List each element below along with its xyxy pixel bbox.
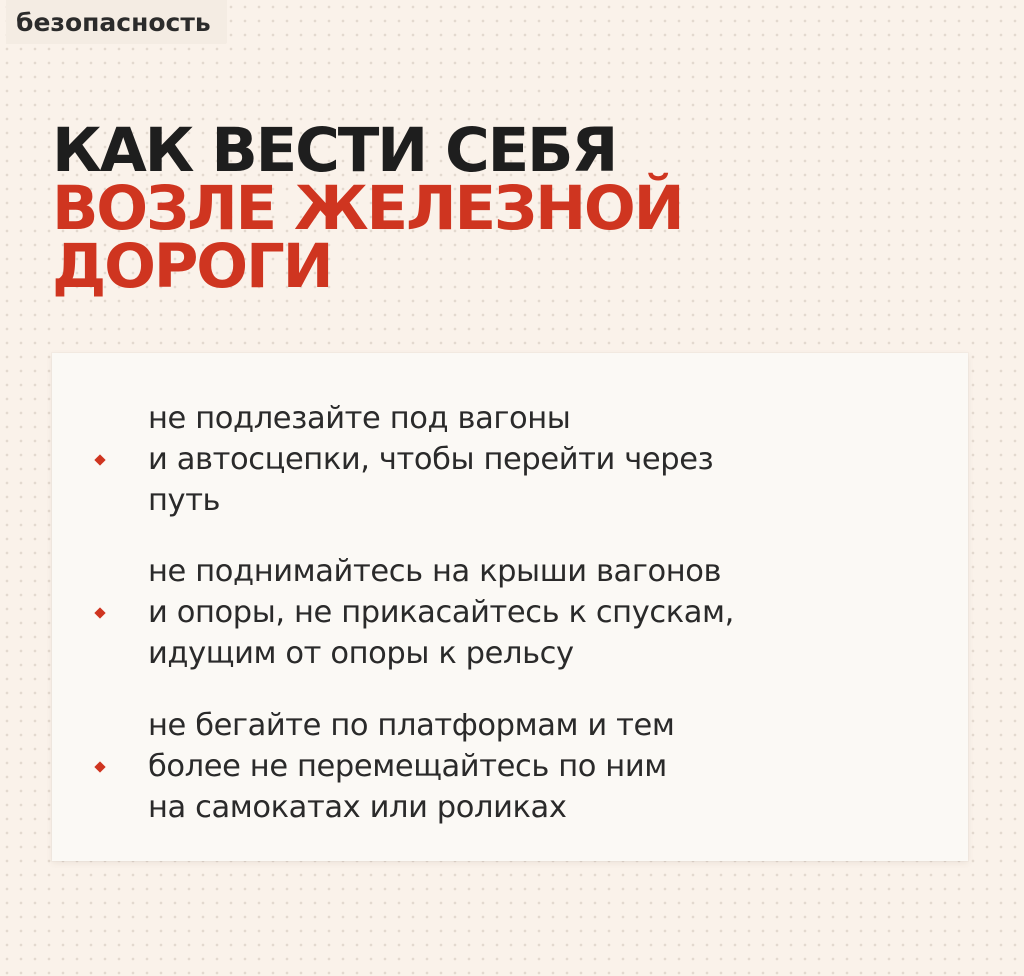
list-item-text: не бегайте по платформам и тем более не перемещайтесь по ним на самокатах или роликах (148, 708, 675, 825)
diamond-bullet-icon (94, 607, 105, 618)
title-line-1: КАК ВЕСТИ СЕБЯ (52, 115, 617, 186)
title-line-2: ВОЗЛЕ ЖЕЛЕЗНОЙ (52, 173, 683, 244)
category-tag (6, 0, 227, 44)
list-item (148, 551, 948, 674)
diamond-bullet-icon (94, 761, 105, 772)
category-tag-label: безопасность (16, 7, 211, 37)
list-item (148, 705, 948, 828)
page-title (52, 115, 683, 302)
list-item-text: не подлезайте под вагоны и автосцепки, чтобы перейти через путь (148, 401, 714, 518)
list-item-text: не поднимайтесь на крыши вагонов и опоры, не прикасайтесь к спускам, идущим от опоры к рельсу (148, 554, 734, 671)
diamond-bullet-icon (94, 454, 105, 465)
title-line-3: ДОРОГИ (52, 231, 332, 302)
rules-card (52, 353, 968, 861)
list-item (148, 398, 948, 521)
